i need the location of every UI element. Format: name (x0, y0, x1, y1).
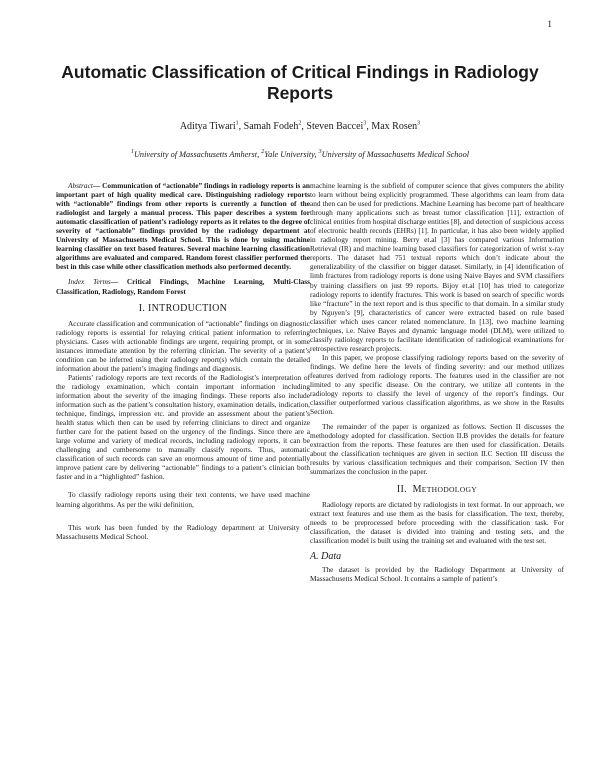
author-sup: 1 (235, 120, 239, 127)
subsection-heading-data: A. Data (310, 550, 342, 562)
data-paragraph: The dataset is provided by the Radiology Department at University of Massachusetts Medical School. It contains a sample of patient’s (310, 564, 564, 583)
author-sup: 2 (298, 120, 302, 127)
author-name: Samah Fodeh (243, 121, 299, 132)
affiliation: University of Massachusetts Amherst, (133, 150, 260, 159)
affiliation: Yale University, (264, 150, 317, 159)
body-paragraph: machine learning is the subfield of computer science that gives computers the ability to learn without being explicitly programmed. These algorithms can learn from data and then can be used for predictions. Machine Learning has become part of healthcare through many applications such as breast tumor classification [11], extraction of clinical entities from hospital discharge entities [8], and detection of suspicious access of electronic health records (EHRs) [1]. In particular, it has also been widely applied in radiology report mining. Berry et.al [3] has compared various Information Retrieval (IR) and machine learning based classifiers for categorization of wrist x-ray reports. The dataset had 751 textual reports which don’t indicate about the generalizability of the classifier on bigger dataset. Similarly, in [4] identification of limb fractures from radiology reports is done using Naive Bayes and SVM classifiers by training classifiers on just 99 reports. Bijoy et.al [10] has tried to categorize radiology reports to identify fractures. This work is based on search of specific words like “fracture” in the text report and is thus specific to that domain. In a similar study by Nguyen’s [9], characteristics of cancer were extracted based on rule based classifier which uses cancer related nomenclature. In [13], two machine learning techniques, i.e. Naive Bayes and dynamic language model (DLM), were utilized to classify radiology reports to facilitate identification of radiological examinations for retrospective research projects. (310, 181, 564, 353)
affiliation-sup: 2 (261, 149, 265, 156)
author-sup: 3 (417, 120, 421, 127)
abstract (56, 181, 310, 271)
intro-paragraph: Accurate classification and communication of “actionable” findings on diagnostic radiology reports is essential for relaying critical patient information to referring physicians. Cases with actionable findings are urgent, requiring prompt, or in some instances immediate attention by the referring clinician. The severity of a patient’s condition can be inferred using their radiology report(s) which contain the detailed information about the patient’s imaging findings and diagnosis. (56, 318, 310, 373)
methodology-paragraph: Radiology reports are dictated by radiologists in text format. In our approach, we extract text features and use them as the basis for classification. The text, thereby, needs to be preprocessed before proceeding with the classification task. For classification, the dataset is divided into training and testing sets, and the classification model is built using the training set and evaluated with the test set. (310, 499, 564, 545)
index-terms (56, 277, 310, 295)
affiliation-sup: 3 (318, 149, 322, 156)
intro-paragraph: To classify radiology reports using their text contents, we have used machine learning algorithms. As per the wiki definition, (56, 490, 310, 509)
right-column (310, 181, 564, 583)
affiliation-sup: 1 (130, 149, 134, 156)
section-heading-initial: M (412, 483, 422, 495)
intro-paragraph: Patients’ radiology reports are text records of the Radiologist’s interpretation of the radiology examination, which contain important information including information about the severity of the imaging findings. These reports also include information such as the patient’s consultation history, examination details, indication, technique, findings, impression etc. and provide an assessment about the patient’s health status which then can be used by referring clinicians to direct and organize further care for the patient based on the urgency of the findings. Since there are a large volume and variety of medical records, including radiology reports, it can be challenging and cumbersome to manually classify reports. Thus, automatic classification of such records can save an enormous amount of time and potentially improve patient care by delivering “actionable” findings to a patient’s clinician both faster and in a “highlighted” fashion. (56, 372, 310, 482)
index-terms-lead: Index Terms (68, 277, 111, 287)
left-column (56, 181, 310, 541)
footnote: This work has been funded by the Radiology department at University of Massachusetts Medical School. (56, 522, 310, 541)
abstract-text: — Communication of “actionable” findings in radiology reports is an important part of high quality medical care. Distinguishing radiology reports with “actionable” findings from other reports is currently a function of the radiologist and largely a manual process. This paper describes a system for automatic classification of patient’s radiology reports as it relates to the degree of severity of “actionable” findings provided by the radiology department at University of Massachusetts Medical School. This is done by using machine learning classifier on text based features. Several machine learning classification algorithms are evaluated and compared. Random forest classifier performed the best in this case while other classification methods also performed decently. (56, 181, 310, 272)
section-number: II. (396, 483, 407, 495)
section-heading-methodology (310, 485, 564, 494)
section-heading-introduction: I. INTRODUCTION (138, 302, 228, 314)
body-paragraph: The remainder of the paper is organized as follows. Section II discusses the methodology adopted for classification. Section II.B provides the details for feature extraction from the reports. These features are then used for classification. Details about the classification techniques are given in section II.C Section III discuss the results by various classification techniques and their comparison. Section IV then summarizes the conclusion in the paper. (310, 422, 564, 477)
index-terms-text: — Critical Findings, Machine Learning, Multi-Class Classification, Radiology, Random Forest (56, 277, 310, 296)
author-name: Steven Baccei (306, 121, 364, 132)
abstract-lead: Abstract (68, 181, 93, 190)
affiliations (40, 150, 560, 159)
author-list: Aditya Tiwari$^1$, Samah Fodeh$^2$, Steven Baccei$^3$, Max Rosen$^3$ (179, 120, 421, 132)
author-name: Max Rosen (371, 121, 418, 132)
paper-title: Automatic Classification of Critical Findings in Radiology Reports (61, 62, 539, 103)
body-paragraph: In this paper, we propose classifying radiology reports based on the severity of findings. We define here the levels of finding severity: and our method utilizes features derived from radiology reports. The features used in the classifier are not limited to any specific disease. On the contrary, we utilize all contents in the radiology reports to classify the level of urgency of the report’s findings. Our classifier outperformed various classification algorithms, as we show in the Results Section. (310, 352, 564, 417)
section-heading-rest: ETHODOLOGY (421, 484, 478, 494)
author-name: Aditya Tiwari (179, 121, 236, 132)
author-sup: 3 (363, 120, 367, 127)
affiliation: University of Massachusetts Medical School (321, 150, 470, 159)
page-number: 1 (547, 20, 552, 30)
